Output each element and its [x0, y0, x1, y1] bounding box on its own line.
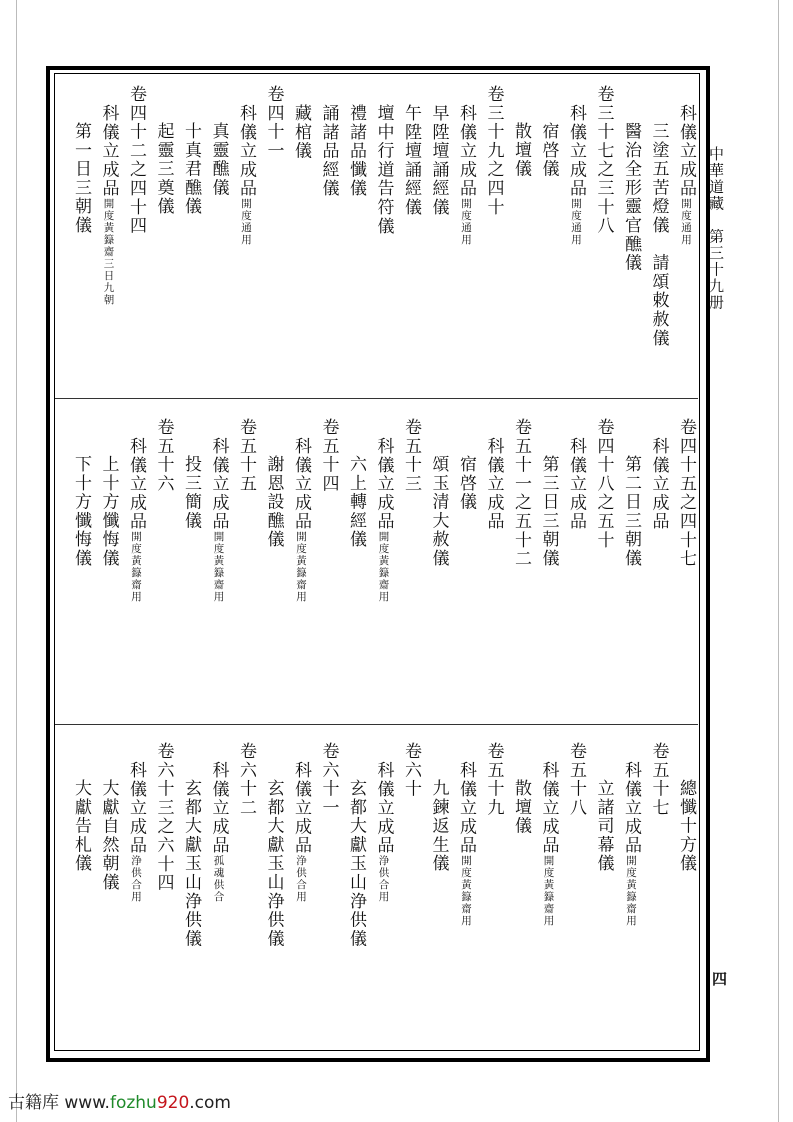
volume-heading: [484, 742, 504, 817]
toc-entry: [71, 455, 91, 568]
entry-annotation: 開度黃籙齋三日九朝: [102, 197, 115, 306]
toc-entry: [346, 455, 366, 549]
toc-entry: [291, 104, 311, 160]
url-suffix: .com: [189, 1093, 231, 1113]
entry-title: 第一日三朝儀: [71, 122, 91, 235]
section-divider: [55, 724, 698, 725]
entry-annotation: 孤魂供合: [212, 854, 225, 903]
entry-annotation: 開度黃籙齋用: [460, 854, 472, 927]
entry-title: 卷三十九之四十: [483, 85, 504, 217]
toc-entry: [181, 122, 201, 216]
entry-title: 科儀立成品: [208, 436, 229, 531]
entry-title: 卷四十八之五十: [593, 418, 614, 550]
toc-entry: [401, 104, 421, 217]
toc-entry: [621, 122, 641, 272]
toc-entry: [374, 761, 394, 903]
entry-title: 下十方懺悔儀: [71, 455, 91, 568]
entry-title: 卷三十七之三十八: [593, 85, 614, 236]
toc-entry: [264, 779, 284, 948]
entry-title: 卷五十一之五十二: [511, 418, 531, 569]
toc-entry: [676, 779, 696, 873]
toc-entry: [539, 761, 559, 927]
volume-heading: [676, 418, 696, 568]
entry-title: 科儀立成品: [648, 436, 669, 531]
page-number: 四: [712, 970, 728, 988]
watermark-site-name: 古籍库: [8, 1093, 59, 1113]
toc-entry: [126, 761, 146, 903]
volume-heading: [484, 85, 504, 217]
url-green-part: fozhu: [109, 1093, 157, 1113]
entry-title: 壇中行道告符儀: [373, 103, 394, 236]
toc-entry: [456, 104, 476, 246]
toc-entry: [264, 455, 284, 549]
toc-entry: [99, 779, 119, 892]
entry-title: 第二日三朝儀: [621, 455, 641, 568]
toc-entry: [99, 455, 119, 568]
entry-title: 科儀立成品: [538, 760, 559, 855]
volume-heading: [594, 418, 614, 550]
entry-title: 科儀立成品: [236, 103, 256, 198]
toc-entry: [429, 104, 449, 217]
entry-title: 誦諸品經儀: [318, 103, 339, 198]
volume-heading: [126, 85, 146, 235]
entry-title: 卷四十二之四十四: [126, 85, 146, 236]
toc-entry: [566, 104, 586, 246]
entry-annotation: 開度通用: [240, 197, 252, 246]
entry-annotation: 開度黃籙齋用: [542, 854, 555, 927]
entry-title: 卷五十四: [318, 418, 339, 494]
toc-entry: [291, 437, 311, 603]
toc-entry: [539, 122, 559, 178]
entry-annotation: 開度通用: [680, 197, 692, 246]
entry-title: 九鍊返生儀: [428, 779, 449, 873]
entry-title: 宿啓儀: [456, 455, 476, 512]
entry-title: 立諸司幕儀: [593, 779, 614, 873]
entry-title: 科儀立成品: [456, 760, 476, 855]
toc-entry: [181, 455, 201, 530]
volume-heading: [154, 418, 174, 493]
volume-heading: [319, 742, 339, 817]
toc-entry: [511, 122, 531, 178]
toc-entry: [319, 104, 339, 198]
section-divider: [55, 398, 698, 399]
entry-title: 科儀立成品: [373, 760, 394, 855]
entry-title: 卷五十八: [566, 742, 586, 818]
volume-heading: [401, 418, 421, 493]
entry-title: 卷六十三之六十四: [153, 742, 174, 893]
entry-title: 午陞壇誦經儀: [401, 103, 421, 217]
entry-annotation: 開度黃籙齋用: [212, 530, 225, 603]
entry-title: 大獻告札儀: [71, 779, 91, 873]
toc-entry: [511, 779, 531, 835]
entry-title: 科儀立成品: [291, 436, 311, 531]
scan-edge-right: [778, 0, 779, 1122]
entry-title: 科儀立成品: [566, 103, 586, 198]
entry-title: 卷四十一: [263, 85, 284, 161]
toc-entry: [154, 122, 174, 216]
entry-title: 散壇儀: [511, 779, 531, 836]
entry-title: 卷六十: [401, 742, 421, 799]
toc-entry: [236, 104, 256, 246]
url-red-part: 920: [156, 1093, 190, 1113]
entry-annotation: 開度黃籙齋用: [130, 530, 142, 603]
toc-entry: [126, 437, 146, 603]
toc-entry: [539, 455, 559, 568]
toc-entry: [346, 779, 366, 948]
entry-title: 卷五十九: [483, 742, 504, 818]
entry-annotation: 開度黃籙齋用: [295, 530, 307, 603]
entry-title: 早陞壇誦經儀: [428, 103, 449, 217]
entry-title: 六上轉經儀: [346, 455, 366, 549]
entry-title: 真靈醮儀: [208, 122, 229, 198]
entry-title: 科儀立成品: [373, 436, 394, 531]
entry-title: 醫治全形靈官醮儀: [621, 122, 641, 273]
toc-entry: [71, 779, 91, 873]
watermark: [8, 1088, 231, 1113]
toc-entry: [209, 437, 229, 603]
entry-title: 玄都大獻玉山浄供儀: [346, 779, 366, 949]
entry-title: 卷六十二: [236, 742, 256, 818]
entry-title: 玄都大獻玉山浄供儀: [181, 779, 201, 949]
entry-title: 散壇儀: [511, 122, 531, 179]
entry-annotation: 開度通用: [460, 197, 472, 246]
entry-title: 宿啓儀: [538, 122, 559, 179]
entry-title: 十真君醮儀: [181, 122, 201, 216]
entry-title: 禮諸品懺儀: [346, 103, 366, 198]
entry-title: 卷四十五之四十七: [676, 418, 696, 569]
toc-entry: [621, 761, 641, 927]
running-header: 中華道藏 第三十九册: [707, 146, 725, 311]
entry-title: 科儀立成品: [456, 103, 476, 198]
entry-title: 科儀立成品: [676, 103, 696, 198]
toc-entry: [99, 104, 119, 306]
entry-title: 卷五十六: [153, 418, 174, 494]
toc-entry: [456, 761, 476, 927]
toc-entry: [676, 104, 696, 246]
entry-title: 藏棺儀: [291, 103, 311, 160]
toc-entry: [649, 122, 669, 348]
toc-entry: [181, 779, 201, 948]
volume-heading: [401, 742, 421, 798]
entry-annotation: 開度黃籙齋用: [625, 854, 637, 927]
entry-title: 科儀立成品: [621, 760, 641, 855]
entry-title: 第三日三朝儀: [538, 455, 559, 568]
toc-entry: [291, 761, 311, 903]
url-prefix: www.: [64, 1093, 110, 1113]
toc-entry: [649, 437, 669, 531]
entry-annotation: 開度黃籙齋用: [377, 530, 390, 603]
entry-title: 科儀立成品: [126, 760, 146, 855]
entry-title: 起靈三奠儀: [153, 122, 174, 216]
toc-entry: [71, 122, 91, 235]
toc-entry: [346, 104, 366, 198]
entry-title: 玄都大獻玉山浄供儀: [263, 779, 284, 949]
volume-heading: [511, 418, 531, 568]
volume-heading: [649, 742, 669, 817]
volume-heading: [594, 85, 614, 235]
entry-annotation: 浄供合用: [295, 854, 307, 903]
entry-annotation: 浄供合用: [130, 854, 142, 903]
volume-heading: [236, 418, 256, 493]
volume-heading: [236, 742, 256, 817]
entry-title: 科儀立成品: [208, 760, 229, 855]
toc-entry: [594, 779, 614, 873]
entry-title: 科儀立成品: [98, 103, 119, 198]
toc-entry: [429, 779, 449, 873]
volume-heading: [566, 742, 586, 817]
entry-title: 卷五十三: [401, 418, 421, 494]
entry-title: 卷六十一: [318, 742, 339, 818]
volume-heading: [154, 742, 174, 892]
toc-entry: [566, 437, 586, 531]
entry-title: 科儀立成品: [126, 436, 146, 531]
toc-entry: [374, 437, 394, 603]
entry-title: 總懺十方儀: [676, 779, 696, 873]
entry-annotation: 開度通用: [570, 197, 582, 246]
entry-title: 科儀立成品: [483, 436, 504, 531]
entry-title: 上十方懺悔儀: [98, 455, 119, 568]
toc-entry: [209, 761, 229, 903]
toc-entry: [429, 455, 449, 568]
entry-title: 卷五十五: [236, 418, 256, 494]
toc-entry: [484, 437, 504, 531]
entry-title: 投三簡儀: [181, 455, 201, 531]
entry-annotation: 浄供合用: [377, 854, 390, 903]
entry-title: 科儀立成品: [291, 760, 311, 855]
entry-title: 三塗五苦燈儀 請頌敕赦儀: [648, 122, 669, 348]
watermark-url[interactable]: [64, 1093, 231, 1113]
volume-heading: [264, 85, 284, 160]
scan-edge-left: [16, 0, 17, 1122]
entry-title: 頌玉清大赦儀: [428, 455, 449, 568]
toc-entry: [209, 122, 229, 197]
entry-title: 謝恩設醮儀: [263, 455, 284, 549]
toc-entry: [621, 455, 641, 568]
toc-entry: [374, 104, 394, 236]
toc-entry: [456, 455, 476, 511]
entry-title: 大獻自然朝儀: [98, 779, 119, 892]
entry-title: 科儀立成品: [566, 436, 586, 531]
entry-title: 卷五十七: [648, 742, 669, 818]
volume-heading: [319, 418, 339, 493]
